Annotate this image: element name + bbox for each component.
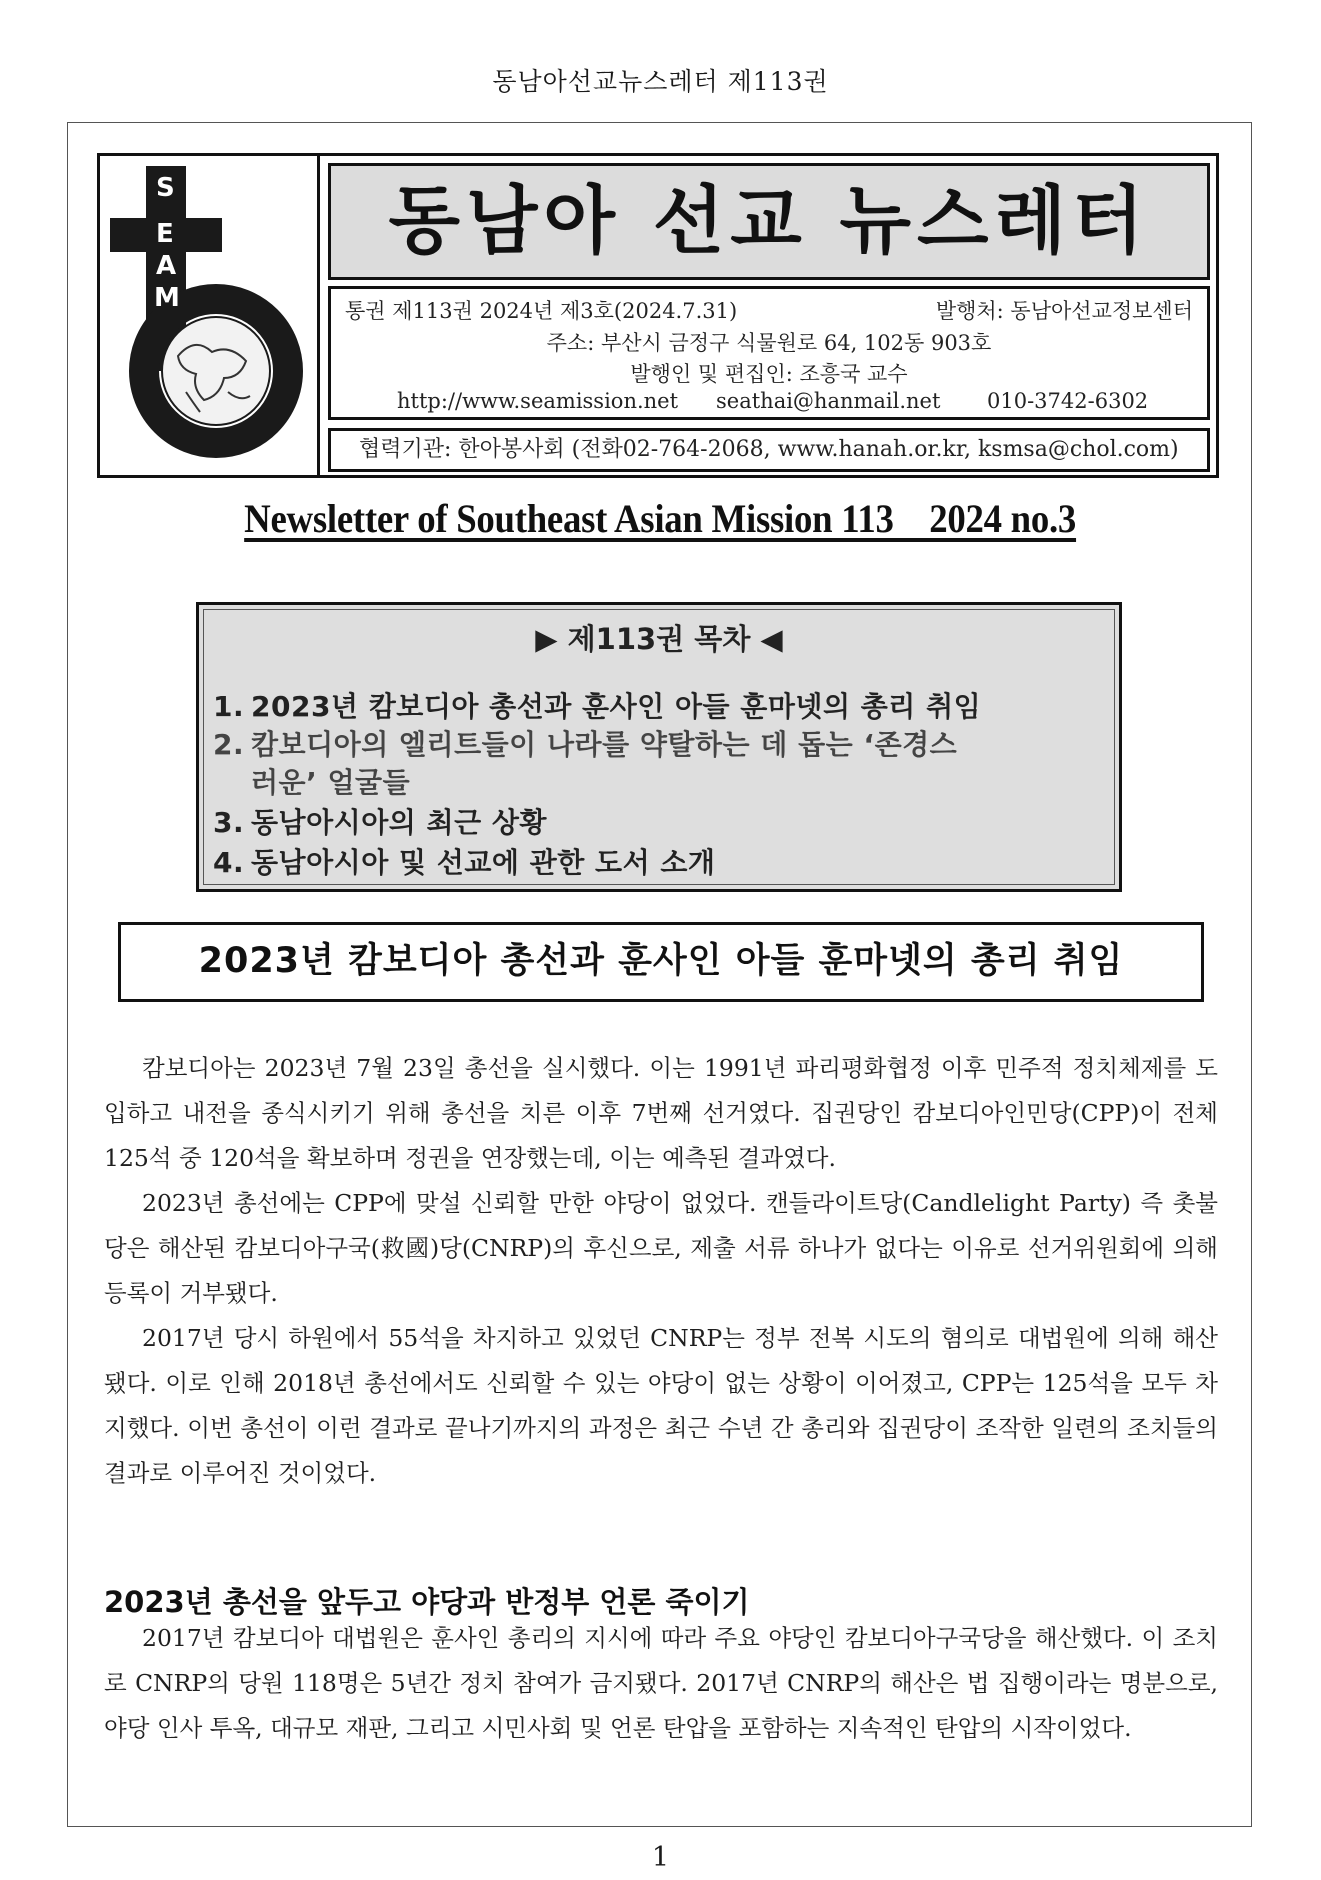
- toc-item: [213, 761, 410, 801]
- publication-info: [328, 286, 1210, 420]
- english-title-wrap: [0, 495, 1321, 542]
- toc-item: [213, 801, 547, 841]
- masthead: [97, 153, 1219, 478]
- toc-item-number: 1.: [213, 690, 245, 723]
- toc-item-text: 동남아시아 및 선교에 관한 도서 소개: [251, 846, 716, 879]
- address-info: 주소: 부산시 금정구 식물원로 64, 102동 903호: [546, 331, 992, 355]
- toc-item-number: 2.: [213, 728, 245, 761]
- publisher-info: 발행처: 동남아선교정보센터: [935, 299, 1193, 323]
- article-body: [104, 1046, 1218, 1496]
- toc-item-text: 2023년 캄보디아 총선과 훈사인 아들 훈마넷의 총리 취임: [251, 690, 982, 723]
- volume-info: 통권 제113권 2024년 제3호(2024.7.31): [345, 299, 738, 323]
- toc-item-text: 동남아시아의 최근 상황: [251, 806, 547, 839]
- section-title: 2023년 캄보디아 총선과 훈사인 아들 훈마넷의 총리 취임: [118, 922, 1204, 1002]
- editor-info: 발행인 및 편집인: 조흥국 교수: [630, 362, 908, 386]
- toc-item: [213, 685, 981, 725]
- logo-letter: E: [156, 219, 174, 249]
- cooperation-info: 협력기관: 한아봉사회 (전화02-764-2068, www.hanah.or.kr, ksmsa@chol.com): [328, 428, 1210, 472]
- paragraph: 2023년 총선에는 CPP에 맞설 신뢰할 만한 야당이 없었다. 캔들라이트당(Candlelight Party) 즉 촛불당은 해산된 캄보디아구국(救國)당(CNRP)의 후신으로, 제출 서류 하나가 없다는 이유로 선거위원회에 의해 등록이 거부됐다.: [104, 1189, 1218, 1307]
- logo-letter: M: [154, 283, 180, 313]
- logo-letter: S: [156, 173, 175, 203]
- toc-heading: ▶ 제113권 목차 ◀: [535, 622, 783, 656]
- toc-item-number: 3.: [213, 806, 245, 839]
- paragraph: 2017년 당시 하원에서 55석을 차지하고 있었던 CNRP는 정부 전복 시도의 혐의로 대법원에 의해 해산됐다. 이로 인해 2018년 총선에서도 신뢰할 수 있는 야당이 없는 상황이 이어졌고, CPP는 125석을 모두 차지했다. 이번 총선이 이런 결과로 끝나기까지의 과정은 최근 수년 간 총리와 집권당이 조작한 일련의 조치들의 결과로 이루어진 것이었다.: [104, 1324, 1218, 1487]
- english-title: Newsletter of Southeast Asian Mission 113 2024 no.3: [244, 496, 1077, 541]
- logo: [100, 156, 320, 475]
- toc-item: [213, 841, 715, 881]
- toc-item-text: 러운’ 얼굴들: [251, 766, 411, 799]
- logo-letter: A: [156, 251, 177, 281]
- table-of-contents: [196, 602, 1122, 892]
- running-header: 동남아선교뉴스레터 제113권: [492, 67, 829, 96]
- toc-item-text: 캄보디아의 엘리트들이 나라를 약탈하는 데 돕는 ‘존경스: [251, 728, 958, 761]
- paragraph: 캄보디아는 2023년 7월 23일 총선을 실시했다. 이는 1991년 파리평화협정 이후 민주적 정치체제를 도입하고 내전을 종식시키기 위해 총선을 치른 이후 7번째 선거였다. 집권당인 캄보디아인민당(CPP)이 전체 125석 중 120석을 확보하며 정권을 연장했는데, 이는 예측된 결과였다.: [104, 1054, 1218, 1172]
- article-body-continued: [104, 1616, 1218, 1751]
- website-link[interactable]: http://www.seamission.net: [397, 389, 679, 413]
- phone-number: 010-3742-6302: [987, 389, 1149, 413]
- email-link[interactable]: seathai@hanmail.net: [716, 389, 941, 413]
- page-number: 1: [651, 1842, 670, 1873]
- subheading: 2023년 총선을 앞두고 야당과 반정부 언론 죽이기: [104, 1585, 750, 1619]
- newsletter-title-box: [328, 163, 1210, 280]
- newsletter-title: 동남아 선교 뉴스레터: [388, 178, 1150, 264]
- toc-item: [213, 723, 957, 763]
- sea-mission-logo-icon: [100, 156, 317, 475]
- paragraph: 2017년 캄보디아 대법원은 훈사인 총리의 지시에 따라 주요 야당인 캄보디아구국당을 해산했다. 이 조치로 CNRP의 당원 118명은 5년간 정치 참여가 금지됐다. 2017년 CNRP의 해산은 법 집행이라는 명분으로, 야당 인사 투옥, 대규모 재판, 그리고 시민사회 및 언론 탄압을 포함하는 지속적인 탄압의 시작이었다.: [104, 1624, 1218, 1742]
- toc-item-number: 4.: [213, 846, 245, 879]
